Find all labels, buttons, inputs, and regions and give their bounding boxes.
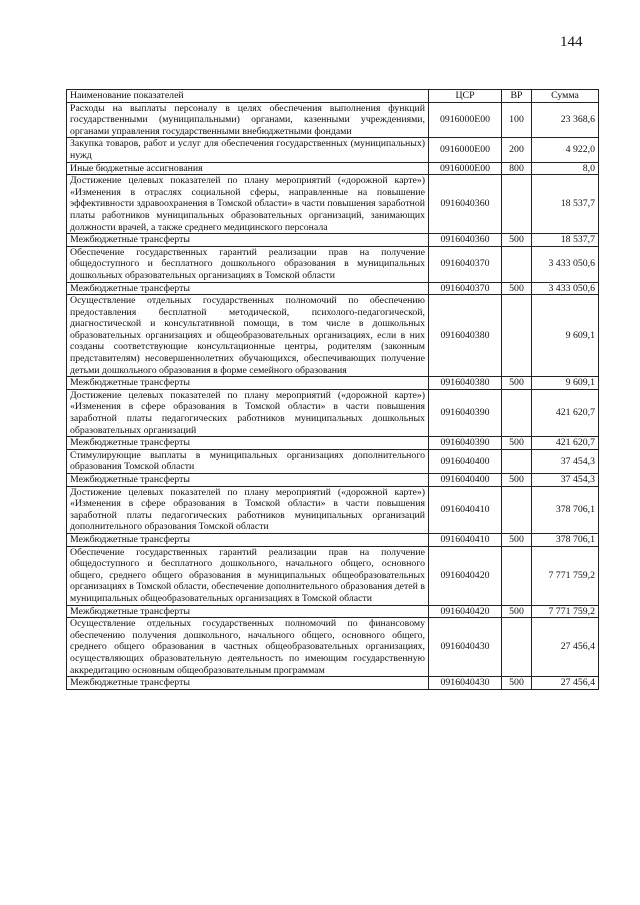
row-vr: 500 [502,533,532,546]
row-name: Осуществление отдельных государственных полномочий по финансовому обеспечению получения дошкольного, начального общего, основного общего, среднего общего образования в частных общеобразовательных организациях, осуществляющих образовательную деятельность по имеющим государственную аккредитацию основным общеобразовательным программам [67,618,429,677]
row-vr: 500 [502,474,532,487]
column-header-sum: Сумма [532,90,599,103]
row-sum: 23 368,6 [532,102,599,138]
row-sum: 421 620,7 [532,389,599,436]
row-csr: 0916000Е00 [429,138,502,162]
row-csr: 0916000Е00 [429,162,502,175]
row-csr: 0916040400 [429,474,502,487]
row-sum: 18 537,7 [532,234,599,247]
table-row [67,282,599,295]
row-csr: 0916040370 [429,246,502,282]
row-csr: 0916040420 [429,605,502,618]
table-row [67,389,599,436]
table-row [67,377,599,390]
row-name: Закупка товаров, работ и услуг для обеспечения государственных (муниципальных) нужд [67,138,429,162]
row-name: Осуществление отдельных государственных полномочий по обеспечению предоставления бесплатной методической, психолого-педагогической, диагностической и консультативной помощи, в том числе в дошкольных образовательных организациях и общеобразовательных организациях, если в них созданы соответствующие консультационные центры, родителям (законным представителям) несовершеннолетних обучающихся, обеспечивающих получение детьми дошкольного образования в форме семейного образования [67,295,429,377]
row-vr [502,295,532,377]
row-vr [502,175,532,234]
row-vr [502,546,532,605]
row-sum: 421 620,7 [532,437,599,450]
table-row [67,618,599,677]
row-sum: 8,0 [532,162,599,175]
row-vr [502,449,532,473]
row-csr: 0916040370 [429,282,502,295]
row-name: Стимулирующие выплаты в муниципальных организациях дополнительного образования Томской области [67,449,429,473]
row-csr: 0916040410 [429,533,502,546]
table-row [67,546,599,605]
column-header-name: Наименование показателей [67,90,429,103]
row-csr: 0916040410 [429,486,502,533]
row-sum: 3 433 050,6 [532,246,599,282]
row-name: Межбюджетные трансферты [67,677,429,690]
row-sum: 9 609,1 [532,295,599,377]
row-name: Межбюджетные трансферты [67,474,429,487]
table-row [67,486,599,533]
table-row [67,677,599,690]
table-row [67,138,599,162]
table-row [67,102,599,138]
row-csr: 0916040380 [429,295,502,377]
row-vr: 500 [502,437,532,450]
row-vr: 200 [502,138,532,162]
row-vr [502,486,532,533]
row-name: Достижение целевых показателей по плану мероприятий («дорожной карте») «Изменения в сфере образования в Томской области» в части повышения заработной платы педагогических работников муниципальных организаций дополнительного образования Томской области [67,486,429,533]
row-name: Достижение целевых показателей по плану мероприятий («дорожной карте») «Изменения в отраслях социальной сферы, направленные на повышение эффективности здравоохранения в Томской области» в части повышения заработной платы работников муниципальных образовательных организаций, занимающих должности врачей, а также среднего медицинского персонала [67,175,429,234]
table-row [67,449,599,473]
table-row [67,533,599,546]
row-vr: 500 [502,377,532,390]
row-vr [502,618,532,677]
row-csr: 0916040360 [429,175,502,234]
row-sum: 18 537,7 [532,175,599,234]
row-name: Межбюджетные трансферты [67,282,429,295]
row-name: Расходы на выплаты персоналу в целях обеспечения выполнения функций государственными (муниципальными) органами, казенными учреждениями, органами управления государственными внебюджетными фондами [67,102,429,138]
table-row [67,175,599,234]
row-vr: 500 [502,677,532,690]
row-csr: 0916040430 [429,618,502,677]
row-name: Обеспечение государственных гарантий реализации прав на получение общедоступного и бесплатного дошкольного образования в муниципальных дошкольных образовательных организациях в Томской области [67,246,429,282]
row-name: Межбюджетные трансферты [67,234,429,247]
row-csr: 0916040430 [429,677,502,690]
table-body [67,102,599,689]
row-name: Межбюджетные трансферты [67,437,429,450]
table-row [67,474,599,487]
page-number: 144 [560,34,583,50]
row-sum: 4 922,0 [532,138,599,162]
row-sum: 378 706,1 [532,533,599,546]
row-name: Обеспечение государственных гарантий реализации прав на получение общедоступного и бесплатного дошкольного, начального общего, основного общего, среднего общего образования в муниципальных общеобразовательных организациях в Томской области, обеспечение дополнительного образования детей в муниципальных общеобразовательных организациях в Томской области [67,546,429,605]
row-csr: 0916040420 [429,546,502,605]
row-sum: 27 456,4 [532,677,599,690]
table-row [67,162,599,175]
row-vr: 500 [502,282,532,295]
table-row [67,295,599,377]
row-csr: 0916040400 [429,449,502,473]
row-name: Достижение целевых показателей по плану мероприятий («дорожной карте») «Изменения в сфере образования в Томской области» в части повышения заработной платы педагогических работников муниципальных дошкольных образовательных организаций [67,389,429,436]
row-name: Межбюджетные трансферты [67,377,429,390]
row-vr [502,246,532,282]
row-sum: 378 706,1 [532,486,599,533]
row-csr: 0916040390 [429,389,502,436]
row-csr: 0916040390 [429,437,502,450]
table-row [67,437,599,450]
row-sum: 37 454,3 [532,474,599,487]
table-row [67,234,599,247]
row-name: Межбюджетные трансферты [67,533,429,546]
row-vr [502,389,532,436]
column-header-vr: ВР [502,90,532,103]
row-name: Межбюджетные трансферты [67,605,429,618]
table-row [67,605,599,618]
row-csr: 0916040360 [429,234,502,247]
row-sum: 7 771 759,2 [532,546,599,605]
row-sum: 37 454,3 [532,449,599,473]
budget-table [66,89,599,690]
row-name: Иные бюджетные ассигнования [67,162,429,175]
table-header-row [67,90,599,103]
row-csr: 0916040380 [429,377,502,390]
row-vr: 500 [502,234,532,247]
row-sum: 9 609,1 [532,377,599,390]
row-vr: 500 [502,605,532,618]
table-row [67,246,599,282]
row-csr: 0916000Е00 [429,102,502,138]
row-vr: 800 [502,162,532,175]
column-header-csr: ЦСР [429,90,502,103]
row-vr: 100 [502,102,532,138]
row-sum: 7 771 759,2 [532,605,599,618]
row-sum: 3 433 050,6 [532,282,599,295]
row-sum: 27 456,4 [532,618,599,677]
